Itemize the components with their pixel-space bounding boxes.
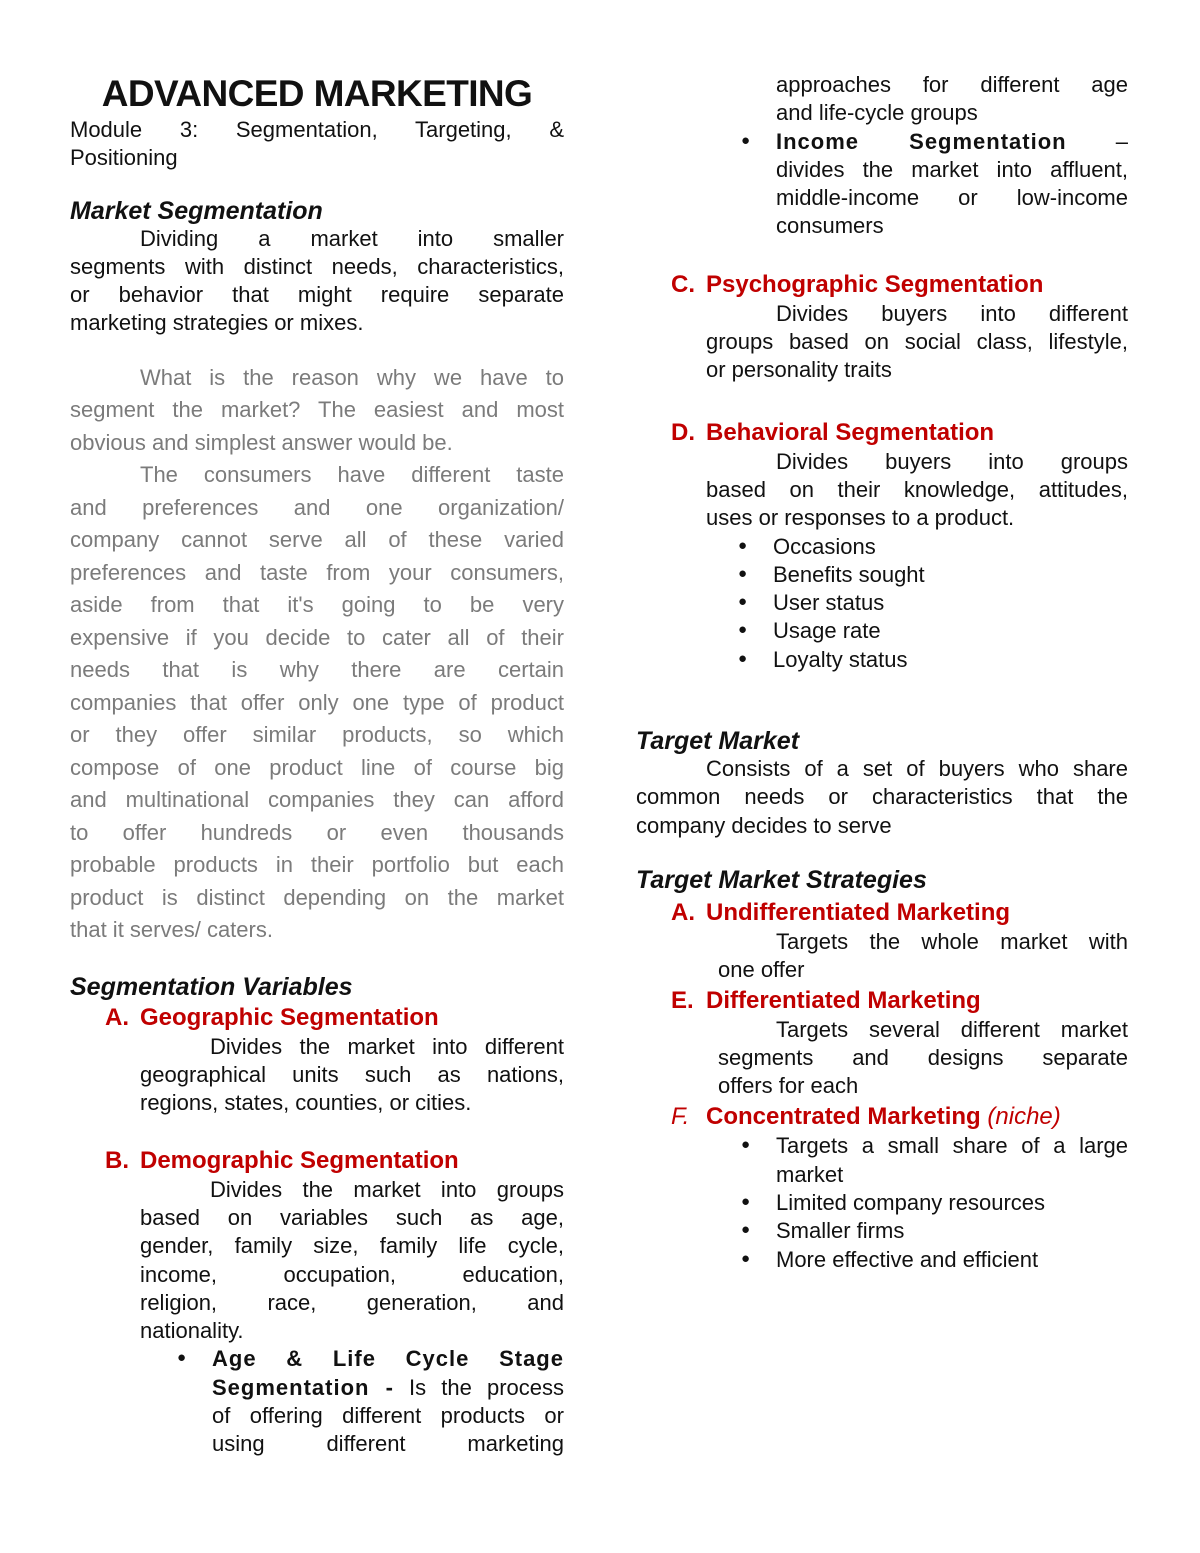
undifferentiated-section: A. Undifferentiated Marketing Targets the whole market with one offer	[671, 898, 1128, 983]
psychographic-heading: C. Psychographic Segmentation	[671, 270, 1044, 298]
behavioral-heading: D. Behavioral Segmentation	[671, 418, 995, 446]
list-item: ● Limited company resources	[776, 1189, 1128, 1217]
segmentation-explanation: What is the reason why we have to segment the market? The easiest and most obvious and simplest answer would be. The consumers have different taste and preferences and one organization/ company cannot serve all of these varied preferences and taste from your consumers, aside from that it's going to be very expensive if you decide to cater all of their needs that is why there are certain companies that offer only one type of product or they offer similar products, so which compose of one product line of course big and multinational companies they can afford to offer hundreds or even thousands probable products in their portfolio but each product is distinct depending on the market that it serves/ caters.	[70, 364, 564, 943]
behavioral-bullets	[773, 533, 1128, 674]
differentiated-heading: E. Differentiated Marketing	[671, 986, 981, 1014]
page-title: ADVANCED MARKETING	[101, 73, 533, 114]
market-segmentation-definition: Dividing a market into smaller segments with distinct needs, characteristics, or behavior that might require separate marketing strategies or mixes.	[70, 225, 564, 336]
psychographic-section: C. Psychographic Segmentation Divides buyers into different groups based on social class, lifestyle, or personality traits	[671, 270, 1128, 383]
concentrated-bullets	[776, 1132, 1128, 1273]
differentiated-section: E. Differentiated Marketing Targets several different market segments and designs separate offers for each	[671, 986, 1128, 1099]
demographic-bullets-continued	[776, 71, 1128, 241]
list-item: ● More effective and efficient	[776, 1246, 1128, 1274]
list-item: ● Loyalty status	[773, 646, 1128, 674]
module-subtitle-line2: Positioning	[70, 145, 178, 171]
segmentation-variables-heading: Segmentation Variables	[70, 972, 353, 1001]
list-item: ● Usage rate	[773, 617, 1128, 645]
geographic-section: A. Geographic Segmentation Divides the market into different geographical units such as nations, regions, states, counties, or cities.	[105, 1003, 564, 1116]
list-item: ● Benefits sought	[773, 561, 1128, 589]
target-market-strategies-heading: Target Market Strategies	[636, 865, 927, 894]
right-column	[636, 71, 1128, 1274]
list-item: ● Targets a small share of a large market	[776, 1132, 1128, 1189]
concentrated-section	[671, 1102, 1128, 1273]
demographic-heading: B. Demographic Segmentation	[105, 1146, 459, 1174]
list-item: ● Smaller firms	[776, 1217, 1128, 1245]
market-segmentation-heading: Market Segmentation	[70, 196, 323, 225]
target-market-definition: Consists of a set of buyers who share common needs or characteristics that the company decides to serve	[636, 756, 1128, 838]
behavioral-section: D. Behavioral Segmentation Divides buyers into groups based on their knowledge, attitudes, uses or responses to a product. ● Occasions ● Benefits sought ● User status ● Usage rate ● Loyalty status	[671, 418, 1128, 674]
list-item: ● Occasions	[773, 533, 1128, 561]
geographic-heading: A. Geographic Segmentation	[105, 1003, 439, 1031]
concentrated-heading: F. Concentrated Marketing (niche)	[671, 1103, 1061, 1131]
list-item: ● Income Segmentation – divides the market into affluent, middle-income or low-income consumers	[776, 128, 1128, 241]
demographic-bullets	[212, 1345, 564, 1458]
list-item: ● User status	[773, 589, 1128, 617]
left-column	[70, 72, 564, 1459]
module-subtitle-line1: Module 3: Segmentation, Targeting, &	[70, 117, 564, 142]
target-market-heading: Target Market	[636, 727, 800, 756]
demographic-section: B. Demographic Segmentation Divides the market into groups based on variables such as age, gender, family size, family life cycle, income, occupation, education, religion, race, generation, and nationality. ● Age & Life Cycle Stage Segmentation - Is the process of offering different products or using different marketing	[105, 1146, 564, 1459]
undifferentiated-heading: A. Undifferentiated Marketing	[671, 898, 1011, 926]
list-item-continuation: approaches for different age and life-cycle groups	[776, 72, 1128, 126]
list-item: ● Age & Life Cycle Stage Segmentation - Is the process of offering different products or using different marketing	[212, 1345, 564, 1458]
